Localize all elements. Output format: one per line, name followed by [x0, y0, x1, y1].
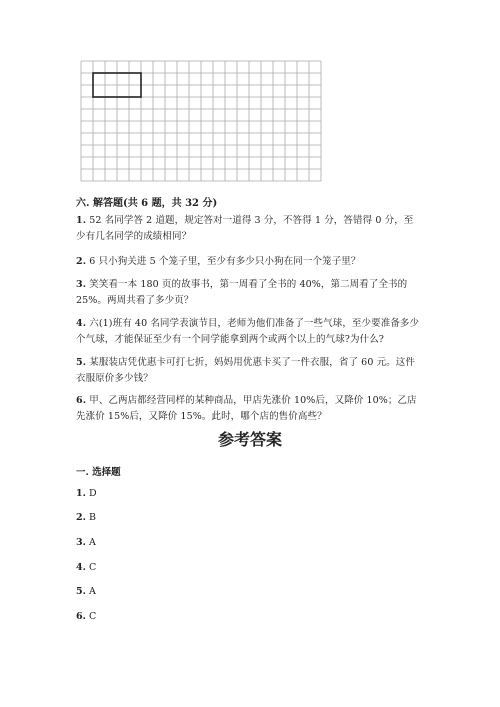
answer-number: 6. [76, 611, 86, 622]
answer-item [76, 512, 96, 523]
question-number: 5. [76, 357, 87, 368]
answer-value: A [88, 537, 96, 548]
section-title: 六. 解答题(共 6 题，共 32 分) [76, 198, 218, 209]
answer-item [76, 488, 97, 499]
answer-item [76, 611, 96, 622]
question-text: 某服装店凭优惠卡可打七折，妈妈用优惠卡买了一件衣服，省了 60 元。这件衣服原价多少钱？ [76, 357, 415, 384]
question-text: 甲、乙两店都经营同样的某种商品，甲店先涨价 10%后，又降价 10%；乙店先涨价 15%后，又降价 15%。此时，哪个店的售价高些？ [76, 395, 417, 422]
grid-figure [80, 60, 322, 182]
question-text: 6 只小狗关进 5 个笼子里，至少有多少只小狗在同一个笼子里？ [89, 256, 361, 267]
answer-value: C [88, 611, 97, 622]
answer-value: D [88, 488, 97, 499]
question-5 [76, 355, 421, 387]
answer-key-title: 参考答案 [217, 430, 282, 449]
question-text: 六(1)班有 40 名同学表演节目，老师为他们准备了一些气球，至少要准备多少个气球，才能保证至少有一个同学能拿到两个或两个以上的气球?为什么? [76, 318, 420, 345]
answer-item [76, 586, 96, 597]
question-number: 6. [76, 395, 87, 406]
question-2 [76, 254, 421, 270]
question-6 [76, 393, 421, 425]
answer-section-title: 一. 选择题 [76, 467, 121, 478]
answer-number: 4. [76, 562, 86, 573]
answer-number: 3. [76, 537, 86, 548]
answer-item [76, 537, 96, 548]
question-3 [76, 277, 421, 309]
answer-number: 5. [76, 586, 86, 597]
answer-value: A [88, 586, 96, 597]
question-number: 2. [76, 256, 87, 267]
question-number: 1. [76, 215, 87, 226]
answer-number: 2. [76, 512, 86, 523]
answer-number: 1. [76, 488, 86, 499]
question-4 [76, 316, 421, 348]
question-text: 笑笑看一本 180 页的故事书，第一周看了全书的 40%，第二周看了全书的 25%。两周共看了多少页？ [76, 279, 408, 306]
question-number: 4. [76, 318, 87, 329]
answer-item [76, 562, 96, 573]
question-number: 3. [76, 279, 87, 290]
question-text: 52 名同学答 2 道题，规定答对一道得 3 分，不答得 1 分，答错得 0 分，至少有几名同学的成绩相同？ [76, 215, 414, 242]
answer-value: B [88, 512, 96, 523]
question-1 [76, 213, 421, 245]
answer-value: C [88, 562, 97, 573]
square-grid [80, 60, 322, 182]
